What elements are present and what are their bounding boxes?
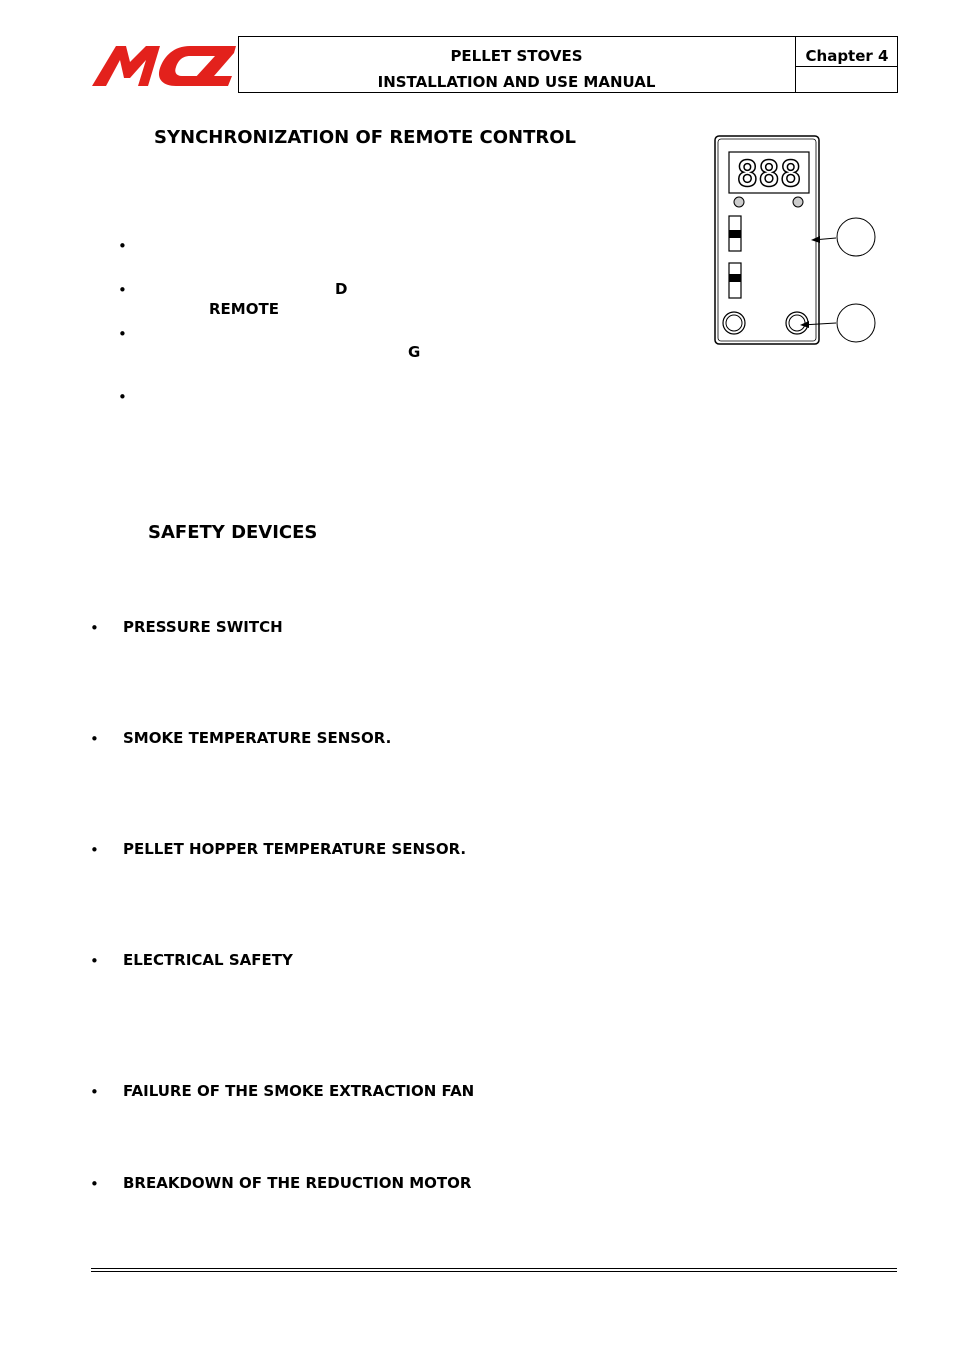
mcz-logo bbox=[90, 40, 238, 90]
header-title-line1: PELLET STOVES bbox=[450, 47, 583, 65]
bullet-dot: • bbox=[90, 1175, 99, 1193]
bullet-dot: • bbox=[90, 952, 99, 970]
bullet-dot: • bbox=[118, 281, 127, 299]
sync-bullet-keyword: D bbox=[335, 280, 348, 298]
control-board-diagram bbox=[710, 130, 890, 350]
safety-item: ELECTRICAL SAFETY bbox=[123, 951, 293, 969]
footer-rule bbox=[91, 1271, 897, 1272]
bullet-dot: • bbox=[90, 730, 99, 748]
safety-item: PRESSURE SWITCH bbox=[123, 618, 283, 636]
bullet-dot: • bbox=[118, 388, 127, 406]
bullet-dot: • bbox=[118, 237, 127, 255]
bullet-dot: • bbox=[90, 841, 99, 859]
safety-section-title: SAFETY DEVICES bbox=[148, 522, 318, 543]
seven-segment-display: 888 bbox=[736, 154, 802, 195]
sync-bullet-keyword: REMOTE bbox=[209, 300, 279, 318]
chapter-label: Chapter 4 bbox=[805, 47, 889, 65]
bullet-dot: • bbox=[118, 325, 127, 343]
sync-bullet-keyword: G bbox=[408, 343, 421, 361]
footer-rule bbox=[91, 1268, 897, 1269]
logo-text: MCZ bbox=[164, 84, 167, 85]
safety-item: SMOKE TEMPERATURE SENSOR. bbox=[123, 729, 392, 747]
bullet-dot: • bbox=[90, 1083, 99, 1101]
header-divider bbox=[795, 66, 898, 67]
bullet-dot: • bbox=[90, 619, 99, 637]
safety-item: FAILURE OF THE SMOKE EXTRACTION FAN bbox=[123, 1082, 475, 1100]
sync-section-title: SYNCHRONIZATION OF REMOTE CONTROL bbox=[154, 127, 577, 148]
safety-item: PELLET HOPPER TEMPERATURE SENSOR. bbox=[123, 840, 467, 858]
safety-item: BREAKDOWN OF THE REDUCTION MOTOR bbox=[123, 1174, 472, 1192]
header-title-line2: INSTALLATION AND USE MANUAL bbox=[377, 73, 656, 91]
